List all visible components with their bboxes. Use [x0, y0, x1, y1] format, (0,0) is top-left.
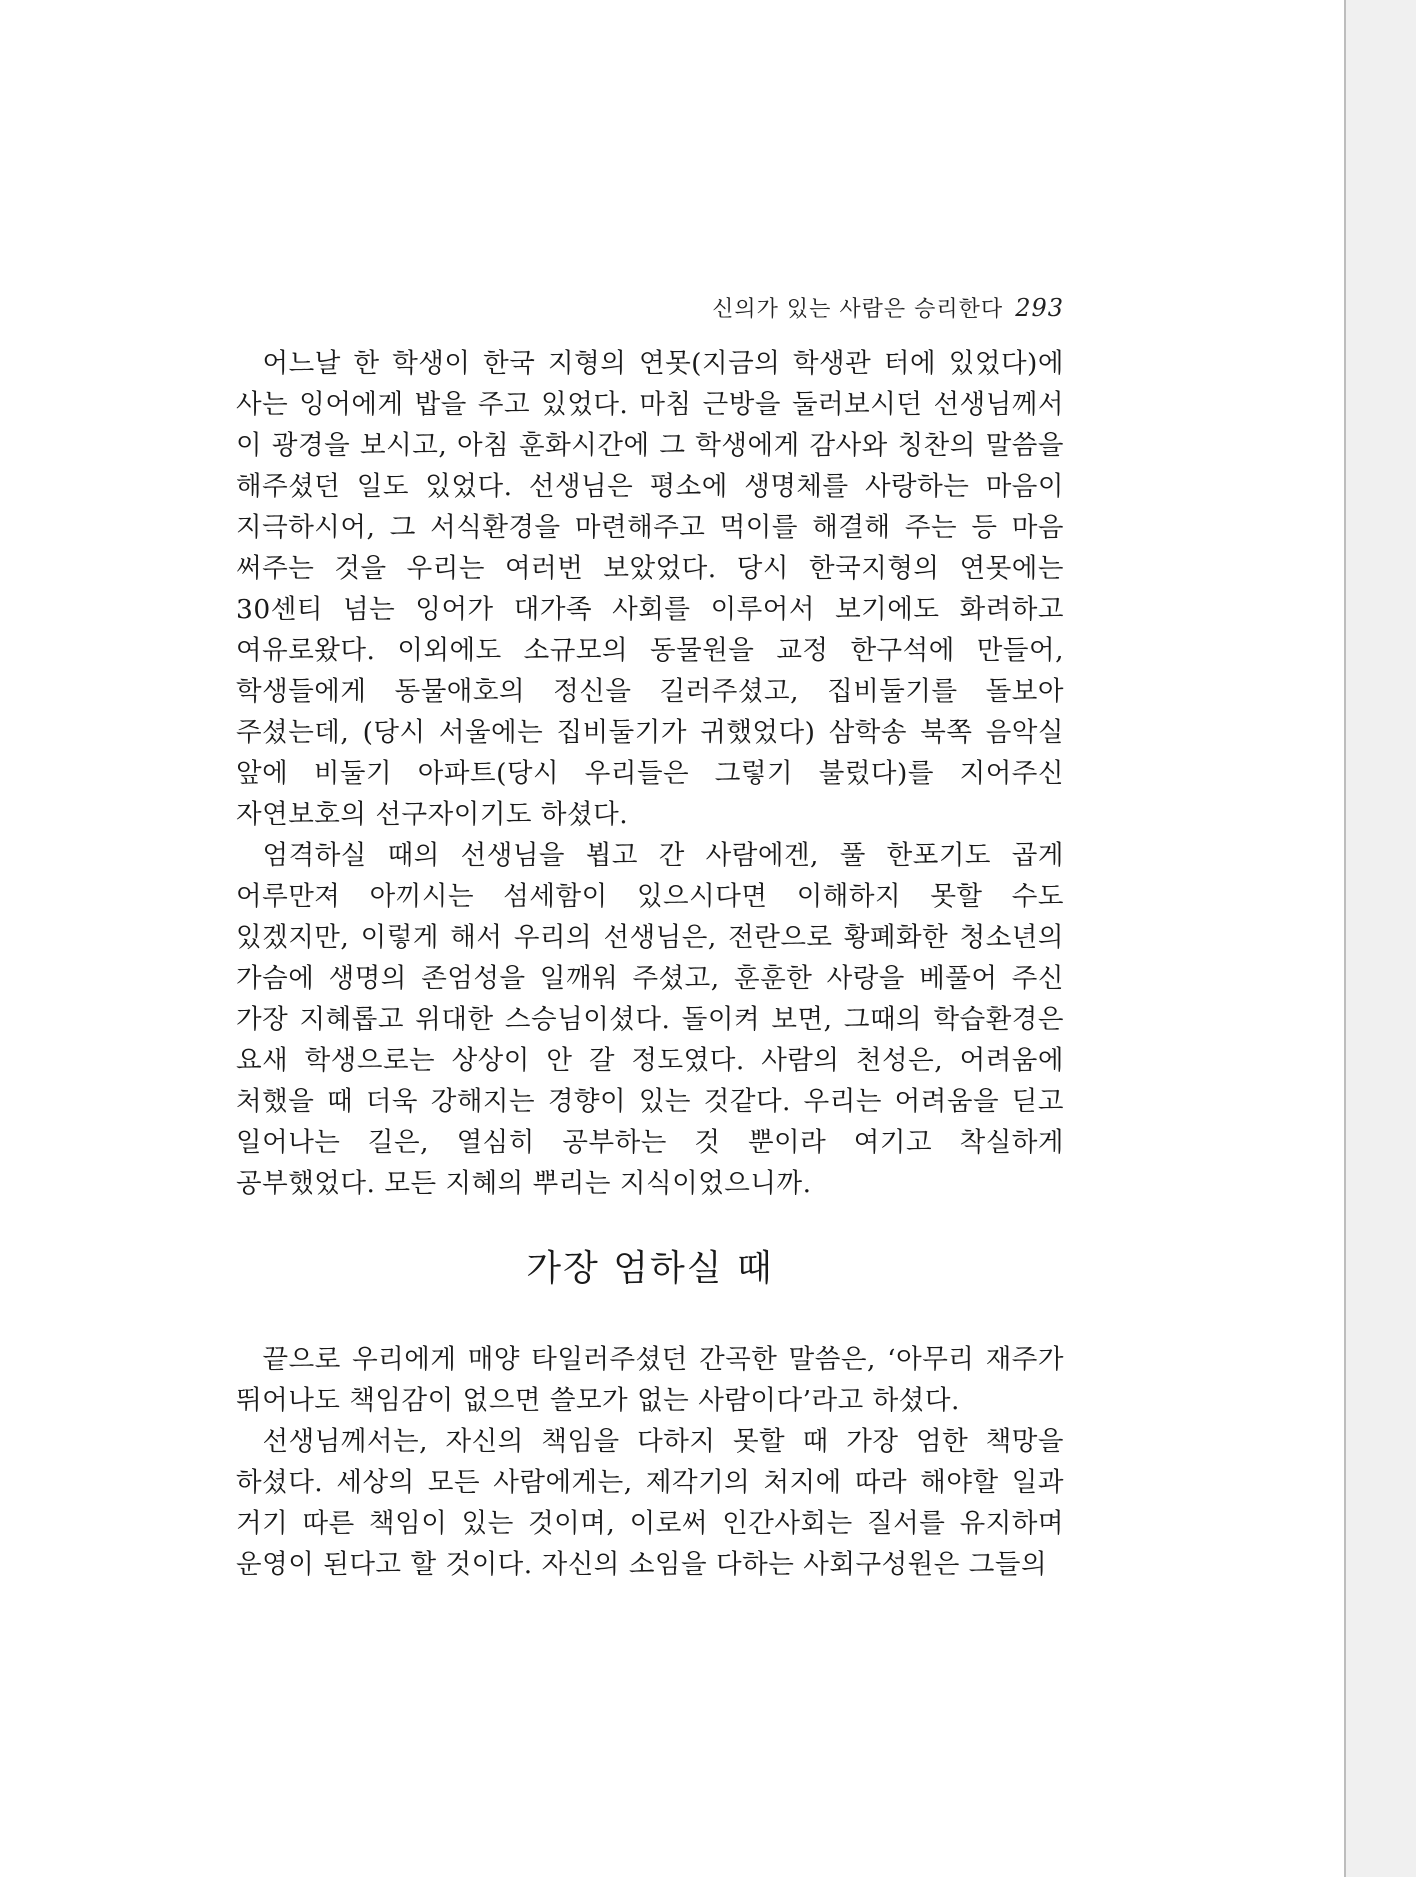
body-paragraph: 어느날 한 학생이 한국 지형의 연못(지금의 학생관 터에 있었다)에 사는 잉어에게 밥을 주고 있었다. 마침 근방을 둘러보시던 선생님께서 이 광경을 보시고, 아침 훈화시간에 그 학생에게 감사와 칭찬의 말씀을 해주셨던 일도 있었다. 선생님은 평소에 생명체를 사랑하는 마음이 지극하시어, 그 서식환경을 마련해주고 먹이를 해결해 주는 등 마음 써주는 것을 우리는 여러번 보았었다. 당시 한국지형의 연못에는 30센티 넘는 잉어가 대가족 사회를 이루어서 보기에도 화려하고 여유로왔다. 이외에도 소규모의 동물원을 교정 한구석에 만들어, 학생들에게 동물애호의 정신을 길러주셨고, 집비둘기를 돌보아 주셨는데, (당시 서울에는 집비둘기가 귀했었다) 삼학송 북쪽 음악실 앞에 비둘기 아파트(당시 우리들은 그렇기 불렀다)를 지어주신 자연보호의 선구자이기도 하셨다. — [236, 348, 1064, 830]
body-paragraph: 끝으로 우리에게 매양 타일러주셨던 간곡한 말씀은, ‘아무리 재주가 뛰어나도 책임감이 없으면 쓸모가 없는 사람이다’라고 하셨다. — [236, 1344, 1064, 1416]
section-title: 가장 엄하실 때 — [526, 1248, 774, 1289]
body-paragraph: 선생님께서는, 자신의 책임을 다하지 못할 때 가장 엄한 책망을 하셨다. 세상의 모든 사람에게는, 제각기의 처지에 따라 해야할 일과 거기 따른 책임이 있는 것이며, 이로써 인간사회는 질서를 유지하며 운영이 된다고 할 것이다. 자신의 소임을 다하는 사회구성원은 그들의 — [236, 1426, 1064, 1580]
page-body — [236, 343, 1064, 1585]
body-paragraph: 엄격하실 때의 선생님을 뵙고 간 사람에겐, 풀 한포기도 곱게 어루만져 아끼시는 섬세함이 있으시다면 이해하지 못할 수도 있겠지만, 이렇게 해서 우리의 선생님은, 전란으로 황폐화한 청소년의 가슴에 생명의 존엄성을 일깨워 주셨고, 훈훈한 사랑을 베풀어 주신 가장 지혜롭고 위대한 스승님이셨다. 돌이켜 보면, 그때의 학습환경은 요새 학생으로는 상상이 안 갈 정도였다. 사람의 천성은, 어려움에 처했을 때 더욱 강해지는 경향이 있는 것같다. 우리는 어려움을 딛고 일어나는 길은, 열심히 공부하는 것 뿐이라 여기고 착실하게 공부했었다. 모든 지혜의 뿌리는 지식이었으니까. — [236, 840, 1064, 1199]
scrollbar-track[interactable] — [1346, 0, 1416, 1877]
running-header — [236, 292, 1064, 323]
page-number: 293 — [1015, 294, 1064, 322]
running-title: 신의가 있는 사람은 승리한다 — [712, 297, 1004, 322]
